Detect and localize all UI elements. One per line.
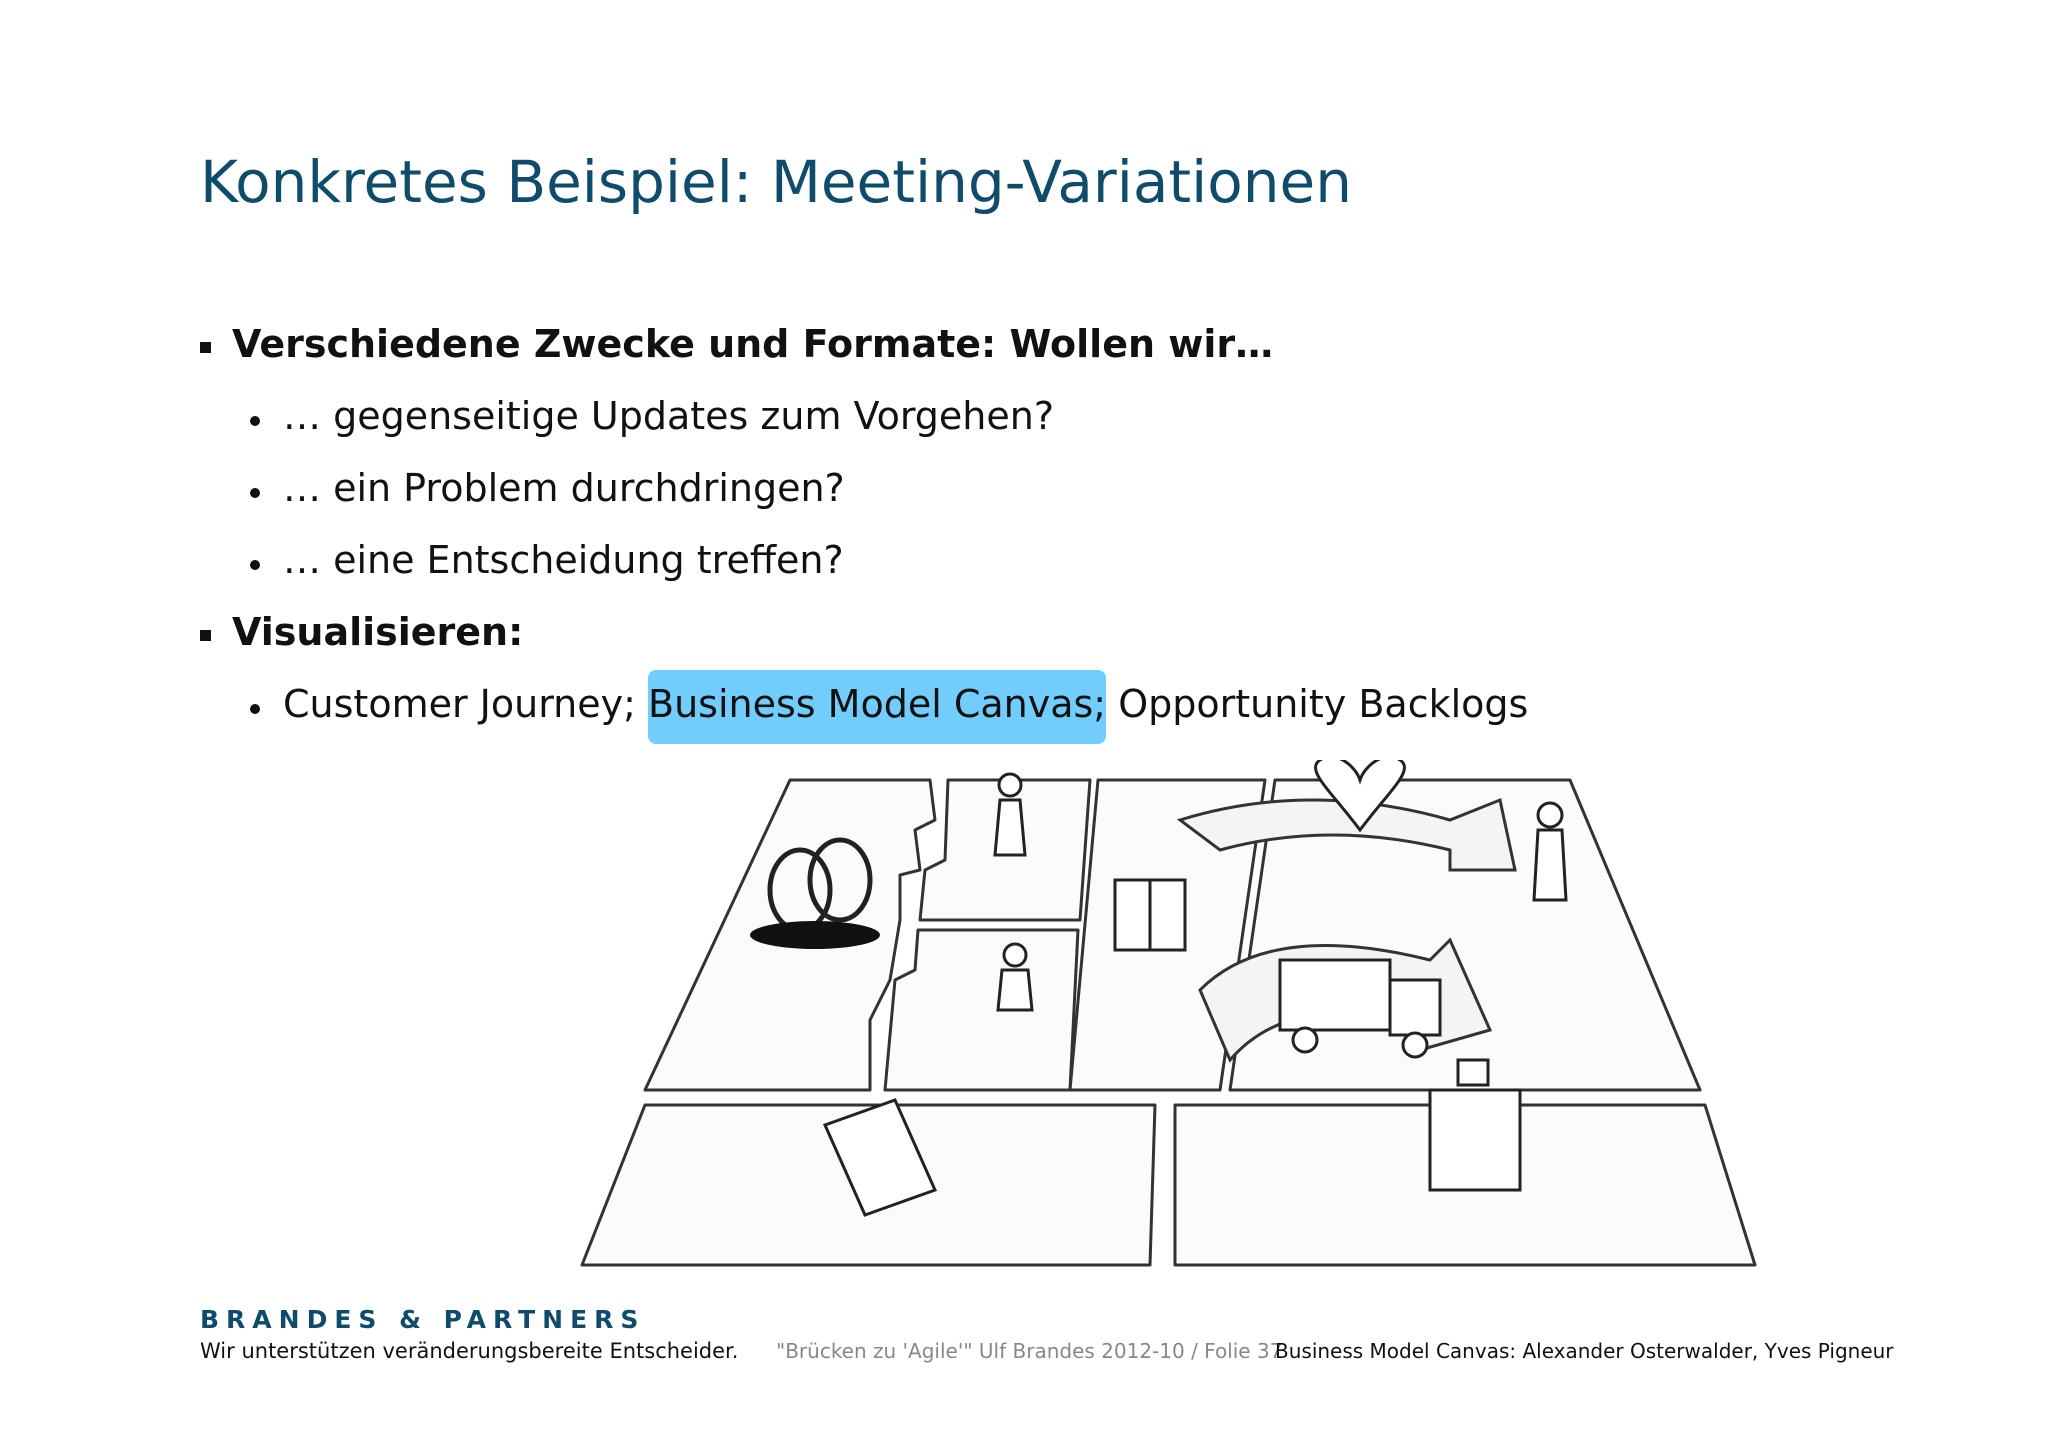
opportunity-backlogs-text: Opportunity Backlogs bbox=[1118, 682, 1529, 726]
customer-journey-text: Customer Journey; bbox=[283, 682, 636, 726]
brand-tagline: Wir unterstützen veränderungsbereite Entscheider. bbox=[200, 1339, 739, 1363]
footer-credit: Business Model Canvas: Alexander Osterwalder, Yves Pigneur bbox=[1275, 1339, 1894, 1363]
square-bullet-icon bbox=[200, 342, 211, 353]
round-bullet-icon bbox=[250, 560, 260, 570]
slide-title: Konkretes Beispiel: Meeting-Variationen bbox=[200, 148, 1352, 216]
footer-source: "Brücken zu 'Agile'" Ulf Brandes 2012-10 / Folie 37 bbox=[776, 1339, 1283, 1363]
square-bullet-icon bbox=[200, 630, 211, 641]
round-bullet-icon bbox=[250, 704, 260, 714]
round-bullet-icon bbox=[250, 416, 260, 426]
business-model-canvas-illustration bbox=[570, 760, 1770, 1280]
highlighted-text[interactable]: Business Model Canvas; bbox=[648, 670, 1106, 744]
round-bullet-icon bbox=[250, 488, 260, 498]
brand-logo-text: BRANDES & PARTNERS bbox=[200, 1305, 646, 1334]
